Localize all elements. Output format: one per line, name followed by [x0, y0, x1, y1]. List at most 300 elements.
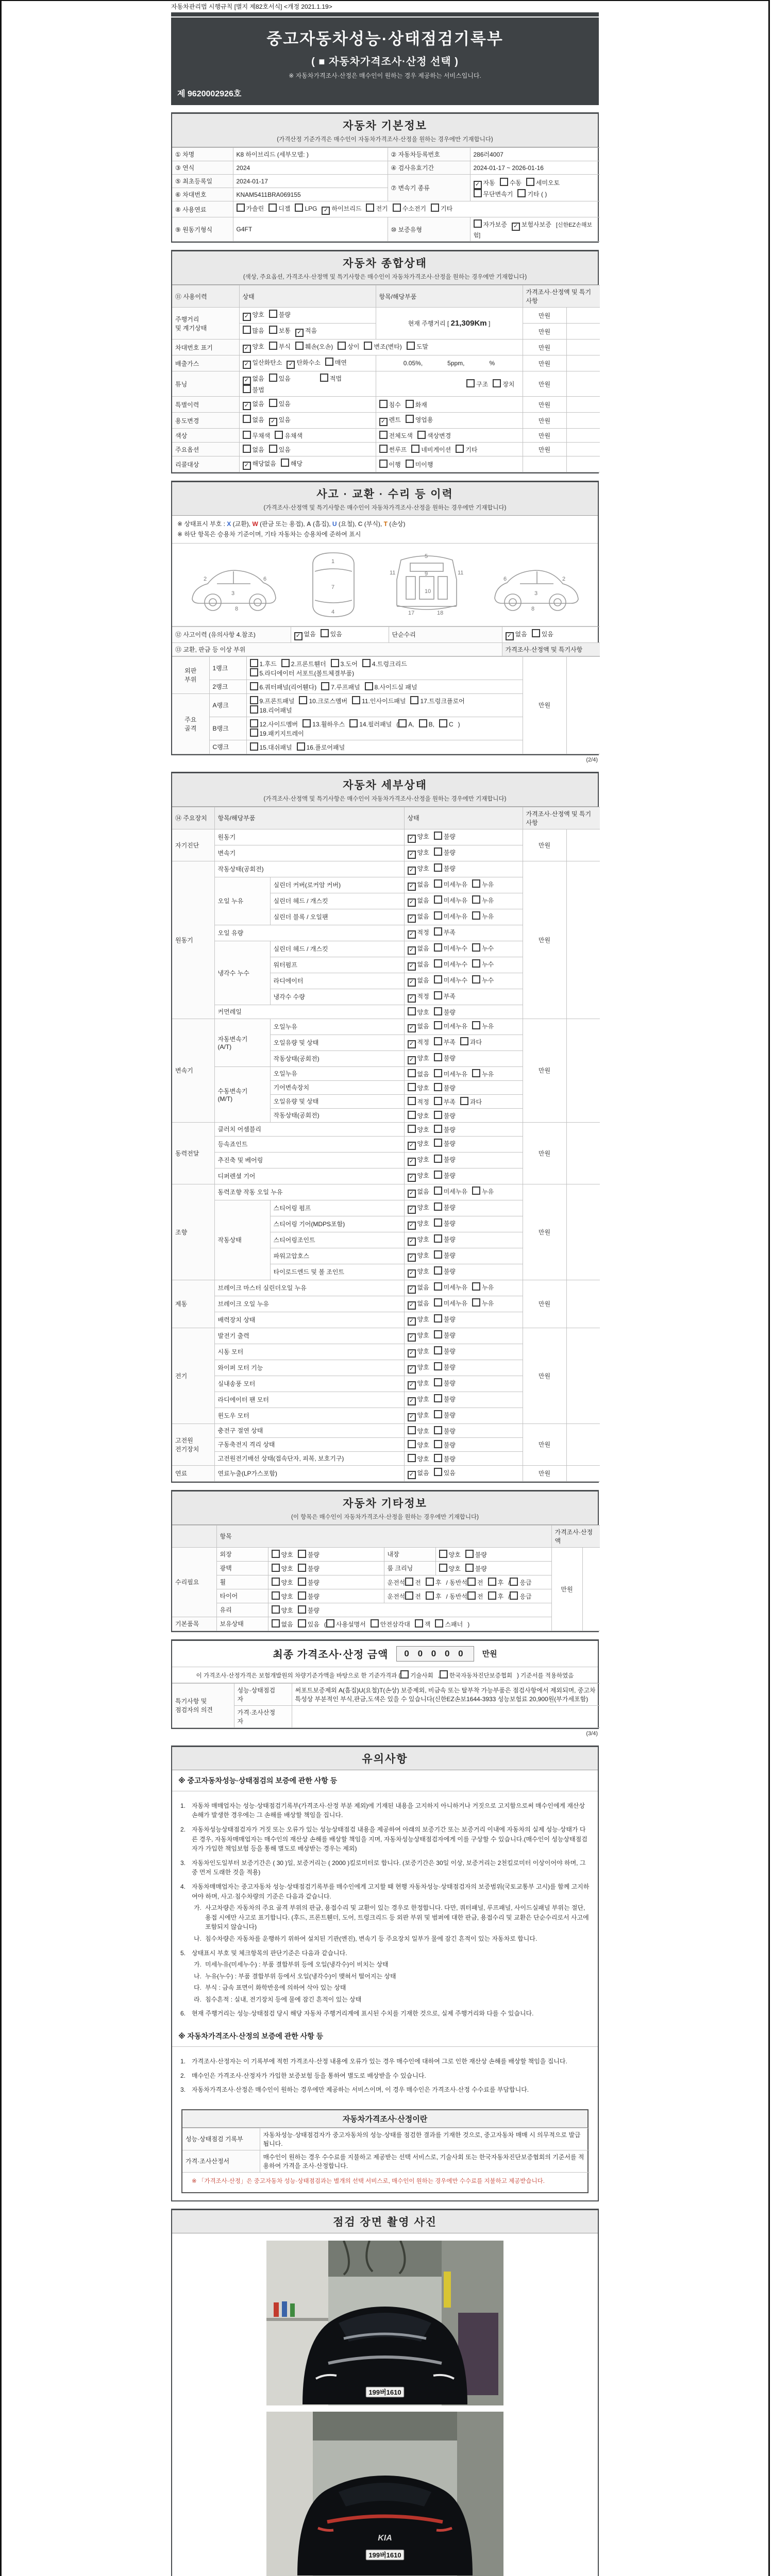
checkbox-checked[interactable] — [408, 1299, 429, 1310]
checkbox-unchecked[interactable] — [439, 1550, 461, 1559]
cell-seg — [404, 1408, 523, 1423]
checkbox-unchecked[interactable] — [243, 385, 264, 394]
checkbox-checked[interactable] — [506, 630, 527, 640]
checkbox-unchecked[interactable] — [532, 629, 553, 638]
checkbox-unchecked[interactable] — [411, 445, 451, 454]
checkbox-unchecked[interactable] — [434, 879, 467, 889]
checkbox-unchecked[interactable] — [434, 1440, 456, 1449]
checkbox-checked[interactable] — [243, 374, 264, 385]
checkbox-checked[interactable] — [408, 1022, 429, 1032]
checkbox-unchecked[interactable] — [272, 1578, 293, 1587]
checkbox-checked[interactable] — [243, 342, 264, 353]
checkbox-unchecked[interactable] — [379, 431, 413, 440]
checkbox-checked[interactable] — [408, 1331, 429, 1342]
cell-seg — [268, 1561, 384, 1575]
checkbox-checked[interactable] — [408, 864, 429, 875]
checkbox-unchecked[interactable] — [298, 1550, 320, 1559]
checkbox-unchecked[interactable] — [434, 1426, 456, 1435]
table-row — [172, 1328, 600, 1344]
checkbox-unchecked[interactable] — [434, 1202, 456, 1212]
checkbox-unchecked[interactable] — [338, 342, 359, 351]
checkbox-box — [434, 895, 442, 904]
checkbox-unchecked[interactable] — [269, 342, 291, 351]
checkbox-checked[interactable] — [408, 1379, 429, 1389]
cell-txt: 고전원전기배선 상태(접속단자, 피복, 보호기구) — [214, 1451, 404, 1465]
checkbox-unchecked[interactable] — [362, 659, 407, 668]
checkbox-checked[interactable] — [408, 1267, 429, 1278]
cell-lab: 동력전달 — [172, 1122, 214, 1184]
checkbox-unchecked[interactable] — [434, 863, 456, 873]
checkbox-unchecked[interactable] — [393, 204, 426, 213]
checkbox-unchecked[interactable] — [297, 742, 345, 752]
cell-lab: 차대번호 표기 — [172, 340, 239, 355]
checkbox-checked[interactable] — [408, 928, 429, 939]
checkbox-unchecked[interactable] — [269, 374, 291, 383]
checkbox-unchecked[interactable] — [488, 1578, 504, 1587]
checkbox-label: 15.대쉬패널 — [259, 743, 292, 751]
checkbox-label: 미세누유 — [443, 1188, 468, 1195]
checkbox-unchecked[interactable] — [405, 1578, 421, 1587]
checkbox-unchecked[interactable] — [352, 696, 406, 705]
cell-seg — [404, 1360, 523, 1376]
checkbox-box — [434, 1454, 442, 1462]
checkbox-unchecked[interactable] — [269, 399, 291, 408]
checkbox-box — [379, 431, 388, 439]
checkbox-unchecked[interactable] — [434, 848, 456, 857]
checkbox-checked[interactable] — [408, 912, 429, 923]
checkbox-unchecked[interactable] — [434, 1378, 456, 1387]
checkbox-checked[interactable] — [294, 630, 316, 640]
checkbox-unchecked[interactable] — [250, 696, 295, 705]
checkbox-unchecked[interactable] — [299, 696, 347, 705]
svg-text:3: 3 — [534, 590, 537, 597]
cell-note — [566, 656, 600, 754]
checkbox-unchecked[interactable] — [272, 1605, 293, 1615]
checkbox-box — [250, 682, 258, 690]
cell-seg — [404, 1122, 523, 1136]
checkbox-box — [269, 342, 277, 350]
checkbox-unchecked[interactable] — [250, 742, 292, 752]
checkbox-checked[interactable] — [408, 1155, 429, 1166]
cell-lab: ④ 검사유효기간 — [388, 161, 470, 175]
checkbox-unchecked[interactable] — [517, 189, 547, 198]
checkbox-box — [408, 1253, 416, 1262]
checkbox-box — [434, 1234, 442, 1243]
checkbox-unchecked[interactable] — [298, 1605, 320, 1615]
checkbox-unchecked[interactable] — [419, 719, 434, 728]
checkbox-unchecked[interactable] — [408, 1454, 429, 1463]
checkbox-unchecked[interactable] — [272, 1550, 293, 1559]
checkbox-unchecked[interactable] — [269, 326, 291, 335]
checkbox-unchecked[interactable] — [250, 682, 317, 691]
checkbox-unchecked[interactable] — [434, 1125, 456, 1134]
checkbox-unchecked[interactable] — [349, 719, 392, 728]
checkbox-unchecked[interactable] — [326, 1619, 366, 1629]
checkbox-box — [434, 863, 442, 872]
checkbox-checked[interactable] — [408, 832, 429, 843]
checkbox-box — [434, 959, 442, 968]
checkbox-unchecked[interactable] — [434, 1394, 456, 1403]
cell-note — [566, 429, 600, 443]
checkbox-unchecked[interactable] — [434, 1330, 456, 1340]
checkbox-label: 2.프론트휀더 — [291, 660, 326, 668]
checkbox-checked[interactable] — [408, 1347, 429, 1358]
checkbox-checked[interactable] — [408, 1203, 429, 1214]
detail-state-table — [172, 807, 600, 1482]
checkbox-unchecked[interactable] — [379, 460, 401, 469]
checkbox-unchecked[interactable] — [281, 659, 326, 668]
checkbox-checked[interactable] — [408, 1315, 429, 1326]
checkbox-unchecked[interactable] — [434, 1282, 467, 1292]
cell-amt: 만원 — [523, 355, 566, 371]
checkbox-label: 미세누유 — [443, 896, 468, 904]
checkbox-unchecked[interactable] — [465, 1564, 487, 1573]
checkbox-label: 없음 — [252, 375, 264, 382]
checkbox-unchecked[interactable] — [325, 358, 347, 367]
checkbox-unchecked[interactable] — [456, 445, 477, 454]
checkbox-unchecked[interactable] — [434, 927, 456, 937]
cell-lab: 외판 부위 — [172, 656, 209, 693]
table-row — [172, 656, 600, 680]
checkbox-unchecked[interactable] — [434, 1155, 456, 1164]
checkbox-checked[interactable] — [408, 1283, 429, 1294]
checkbox-unchecked[interactable] — [488, 1591, 504, 1601]
checkbox-unchecked[interactable] — [243, 445, 264, 454]
checkbox-unchecked[interactable] — [406, 415, 433, 424]
checkbox-unchecked[interactable] — [472, 943, 494, 953]
checkbox-unchecked[interactable] — [467, 1578, 483, 1587]
checkbox-label: 누수 — [482, 944, 494, 952]
checkbox-unchecked[interactable] — [243, 415, 264, 424]
checkbox-checked[interactable] — [287, 358, 320, 369]
checkbox-checked[interactable] — [408, 1395, 429, 1405]
checkbox-unchecked[interactable] — [434, 1069, 467, 1078]
checkbox-unchecked[interactable] — [510, 1591, 531, 1601]
checkbox-label: 있음 — [278, 446, 291, 453]
svg-text:6: 6 — [503, 575, 507, 582]
cell-seg — [404, 957, 523, 973]
checkbox-box — [408, 1285, 416, 1294]
checkbox-box — [417, 431, 426, 439]
checkbox-checked[interactable] — [512, 220, 551, 231]
cell-txt: 원동기 — [214, 829, 404, 845]
checkbox-unchecked[interactable] — [435, 1619, 463, 1629]
checkbox-label: 하이브리드 — [331, 205, 362, 212]
checkbox-box — [434, 1330, 442, 1338]
checkbox-unchecked[interactable] — [472, 1187, 494, 1196]
checkbox-box — [320, 374, 328, 382]
checkbox-unchecked[interactable] — [298, 1591, 320, 1601]
checkbox-unchecked[interactable] — [415, 1619, 431, 1629]
checkbox-unchecked[interactable] — [426, 1578, 442, 1587]
checkbox-unchecked[interactable] — [320, 374, 342, 383]
checkbox-unchecked[interactable] — [365, 682, 417, 691]
checkbox-unchecked[interactable] — [434, 1007, 456, 1016]
checkbox-checked[interactable] — [408, 1251, 429, 1262]
checkbox-unchecked[interactable] — [410, 696, 464, 705]
checkbox-checked[interactable] — [408, 1171, 429, 1182]
cell-seg — [239, 371, 376, 397]
checkbox-unchecked[interactable] — [408, 1007, 429, 1016]
cell-lab: ① 차명 — [172, 148, 233, 161]
price-explain-table — [182, 2128, 590, 2173]
checkbox-unchecked[interactable] — [434, 1187, 467, 1196]
text-segment: ) — [467, 1620, 470, 1628]
checkbox-checked[interactable] — [243, 399, 264, 410]
checkbox-unchecked[interactable] — [439, 719, 453, 728]
checkbox-unchecked[interactable] — [272, 1619, 293, 1629]
checkbox-unchecked[interactable] — [439, 1564, 461, 1573]
checkbox-unchecked[interactable] — [321, 682, 360, 691]
cell-lab: 가격·조사산정서 — [182, 2150, 260, 2172]
checkbox-checked[interactable] — [408, 960, 429, 971]
checkbox-checked[interactable] — [408, 880, 429, 891]
checkbox-unchecked[interactable] — [250, 668, 355, 677]
section-notices-title: 유의사항 — [362, 1753, 408, 1765]
checkbox-unchecked[interactable] — [472, 895, 494, 905]
checkbox-unchecked[interactable] — [408, 1111, 429, 1120]
checkbox-unchecked[interactable] — [243, 431, 271, 440]
checkbox-unchecked[interactable] — [472, 1298, 494, 1308]
checkbox-checked[interactable] — [408, 1187, 429, 1198]
checkbox-checked[interactable] — [408, 944, 429, 955]
checkbox-unchecked[interactable] — [434, 1111, 456, 1120]
checkbox-unchecked[interactable] — [364, 342, 401, 351]
checkbox-unchecked[interactable] — [472, 959, 494, 969]
checkbox-label: 후 — [497, 1592, 504, 1600]
checkbox-unchecked[interactable] — [466, 379, 488, 388]
checkbox-unchecked[interactable] — [426, 1591, 442, 1601]
checkbox-unchecked[interactable] — [417, 431, 451, 440]
checkbox-checked[interactable] — [474, 178, 495, 189]
cell-note — [566, 829, 600, 861]
checkbox-label: 불량 — [443, 1379, 456, 1387]
checkbox-box — [493, 379, 501, 387]
checkbox-unchecked[interactable] — [295, 342, 333, 351]
checkbox-unchecked[interactable] — [379, 400, 401, 409]
checkbox-unchecked[interactable] — [269, 445, 291, 454]
notice-subitem-text: 미세누유(미세누수) : 부품 결합부위 등에 오일(냉각수)이 비치는 상태 — [205, 1961, 389, 1969]
checkbox-unchecked[interactable] — [243, 326, 264, 335]
checkbox-box — [408, 1024, 416, 1032]
checkbox-checked[interactable] — [243, 310, 264, 321]
checkbox-unchecked[interactable] — [474, 189, 513, 198]
checkbox-unchecked[interactable] — [434, 1218, 456, 1228]
checkbox-label: 양호 — [417, 849, 429, 856]
checkbox-unchecked[interactable] — [434, 1021, 467, 1030]
checkbox-unchecked[interactable] — [434, 1410, 456, 1419]
checkbox-unchecked[interactable] — [371, 1619, 410, 1629]
cell-seg — [239, 456, 376, 472]
section-basic-note: (가격산정 기준가격은 매수인이 자동차가격조사·산정을 원하는 경우에만 기재합니다) — [277, 137, 493, 143]
checkbox-checked[interactable] — [408, 1054, 429, 1064]
checkbox-unchecked[interactable] — [510, 1578, 531, 1587]
checkbox-unchecked[interactable] — [237, 204, 264, 213]
checkbox-unchecked[interactable] — [440, 1670, 512, 1680]
checkbox-checked[interactable] — [322, 204, 361, 215]
checkbox-unchecked[interactable] — [434, 1266, 456, 1276]
checkbox-unchecked[interactable] — [472, 975, 494, 985]
checkbox-checked[interactable] — [408, 896, 429, 907]
checkbox-unchecked[interactable] — [434, 1468, 456, 1477]
checkbox-unchecked[interactable] — [434, 895, 467, 905]
checkbox-unchecked[interactable] — [434, 1139, 456, 1148]
checkbox-unchecked[interactable] — [434, 1454, 456, 1463]
checkbox-unchecked[interactable] — [298, 1578, 320, 1587]
checkbox-unchecked[interactable] — [303, 719, 345, 728]
cell-txt: 기어변속장치 — [270, 1080, 404, 1094]
overall-state-table — [172, 285, 600, 472]
checkbox-unchecked[interactable] — [400, 1670, 433, 1680]
checkbox-unchecked[interactable] — [472, 1069, 494, 1078]
checkbox-unchecked[interactable] — [434, 943, 467, 953]
checkbox-box — [364, 342, 372, 350]
table-row — [172, 1280, 600, 1296]
checkbox-unchecked[interactable] — [472, 1282, 494, 1292]
checkbox-box — [434, 832, 442, 840]
checkbox-unchecked[interactable] — [434, 1083, 456, 1092]
checkbox-checked[interactable] — [295, 326, 317, 337]
checkbox-unchecked[interactable] — [298, 1564, 320, 1573]
cell-hd: ⑪ 사용이력 — [172, 285, 239, 308]
checkbox-unchecked[interactable] — [493, 379, 514, 388]
legend-desc: (교환), — [231, 520, 253, 528]
checkbox-unchecked[interactable] — [472, 1021, 494, 1030]
checkbox-unchecked[interactable] — [268, 204, 290, 213]
checkbox-box — [326, 1619, 334, 1628]
checkbox-unchecked[interactable] — [434, 1053, 456, 1062]
checkbox-unchecked[interactable] — [406, 400, 427, 409]
cell-seg — [404, 1344, 523, 1360]
checkbox-unchecked[interactable] — [250, 728, 304, 738]
checkbox-unchecked[interactable] — [460, 1037, 482, 1046]
checkbox-label: 없음 — [417, 944, 429, 952]
checkbox-unchecked[interactable] — [434, 1298, 467, 1308]
checkbox-box — [243, 462, 251, 470]
checkbox-unchecked[interactable] — [408, 1097, 429, 1106]
checkbox-unchecked[interactable] — [398, 719, 414, 728]
checkbox-unchecked[interactable] — [465, 1550, 487, 1559]
notice-item — [180, 1825, 590, 1854]
cell-txt: 실린더 블록 / 오일팬 — [270, 909, 404, 925]
checkbox-unchecked[interactable] — [434, 1362, 456, 1371]
checkbox-unchecked[interactable] — [408, 1426, 429, 1435]
checkbox-unchecked[interactable] — [526, 178, 560, 187]
cell-txt: 브레이크 오일 누유 — [214, 1296, 404, 1312]
checkbox-label: 미세누유 — [443, 912, 468, 920]
checkbox-checked[interactable] — [408, 1139, 429, 1150]
cell-note — [566, 355, 600, 371]
checkbox-unchecked[interactable] — [295, 204, 317, 212]
checkbox-label: 기타 — [441, 205, 453, 212]
checkbox-unchecked[interactable] — [408, 1440, 429, 1449]
checkbox-unchecked[interactable] — [272, 1564, 293, 1573]
checkbox-checked[interactable] — [408, 1468, 429, 1479]
checkbox-checked[interactable] — [408, 1038, 429, 1048]
checkbox-box — [400, 1670, 409, 1679]
checkbox-checked[interactable] — [269, 415, 291, 426]
checkbox-unchecked[interactable] — [434, 975, 467, 985]
cell-lab: ② 자동차등록번호 — [388, 148, 470, 161]
checkbox-unchecked[interactable] — [434, 1314, 456, 1324]
checkbox-unchecked[interactable] — [434, 1171, 456, 1180]
checkbox-box — [379, 418, 388, 426]
checkbox-unchecked[interactable] — [269, 310, 291, 319]
checkbox-unchecked[interactable] — [272, 1591, 293, 1601]
checkbox-unchecked[interactable] — [366, 204, 388, 213]
cell-seg — [376, 355, 523, 371]
checkbox-unchecked[interactable] — [407, 342, 428, 351]
checkbox-unchecked[interactable] — [250, 705, 292, 715]
table-row — [172, 1705, 600, 1727]
checkbox-unchecked[interactable] — [331, 659, 358, 668]
checkbox-unchecked[interactable] — [298, 1619, 320, 1629]
checkbox-label: 과다 — [469, 1038, 482, 1046]
checkbox-unchecked[interactable] — [472, 911, 494, 921]
checkbox-checked[interactable] — [379, 415, 401, 426]
checkbox-unchecked[interactable] — [460, 1097, 482, 1106]
checkbox-unchecked[interactable] — [474, 219, 507, 229]
notice-subitem-number: 나. — [194, 1935, 201, 1942]
cell-amt: 만원 — [523, 1280, 566, 1328]
checkbox-checked[interactable] — [243, 358, 282, 369]
checkbox-label: 없음 — [417, 1299, 429, 1307]
checkbox-unchecked[interactable] — [434, 832, 456, 841]
checkbox-checked[interactable] — [408, 1219, 429, 1230]
checkbox-checked[interactable] — [408, 1411, 429, 1421]
checkbox-unchecked[interactable] — [281, 459, 303, 468]
cell-amt: 만원 — [523, 829, 566, 861]
checkbox-unchecked[interactable] — [379, 445, 407, 454]
checkbox-label: 세미오토 — [535, 179, 560, 187]
final-price-unit: 만원 — [482, 1650, 497, 1659]
checkbox-label: 불량 — [307, 1579, 320, 1586]
legend-code-X: X — [227, 520, 231, 528]
checkbox-unchecked[interactable] — [434, 1250, 456, 1260]
checkbox-unchecked[interactable] — [408, 1125, 429, 1134]
checkbox-unchecked[interactable] — [250, 659, 277, 668]
checkbox-unchecked[interactable] — [472, 879, 494, 889]
checkbox-unchecked[interactable] — [434, 911, 467, 921]
checkbox-checked[interactable] — [408, 1235, 429, 1246]
checkbox-unchecked[interactable] — [408, 1069, 429, 1078]
checkbox-unchecked[interactable] — [434, 991, 456, 1001]
checkbox-label: 양호 — [417, 1379, 429, 1387]
checkbox-unchecked[interactable] — [434, 1097, 456, 1106]
checkbox-unchecked[interactable] — [406, 460, 433, 469]
checkbox-checked[interactable] — [408, 1363, 429, 1374]
checkbox-label: 16.플로어패널 — [306, 743, 345, 751]
checkbox-unchecked[interactable] — [434, 1037, 456, 1046]
checkbox-checked[interactable] — [408, 848, 429, 859]
checkbox-unchecked[interactable] — [431, 204, 452, 213]
checkbox-unchecked[interactable] — [434, 1234, 456, 1244]
checkbox-label: 누유 — [482, 1283, 494, 1291]
checkbox-unchecked[interactable] — [275, 431, 303, 440]
table-row — [172, 807, 600, 829]
checkbox-unchecked[interactable] — [434, 1346, 456, 1355]
checkbox-unchecked[interactable] — [321, 629, 342, 638]
checkbox-unchecked[interactable] — [405, 1591, 421, 1601]
checkbox-unchecked[interactable] — [434, 959, 467, 969]
checkbox-unchecked[interactable] — [467, 1591, 483, 1601]
checkbox-checked[interactable] — [408, 992, 429, 1003]
checkbox-unchecked[interactable] — [500, 178, 522, 187]
checkbox-checked[interactable] — [408, 976, 429, 987]
checkbox-checked[interactable] — [243, 459, 276, 470]
checkbox-unchecked[interactable] — [408, 1083, 429, 1092]
checkbox-unchecked[interactable] — [250, 719, 298, 728]
